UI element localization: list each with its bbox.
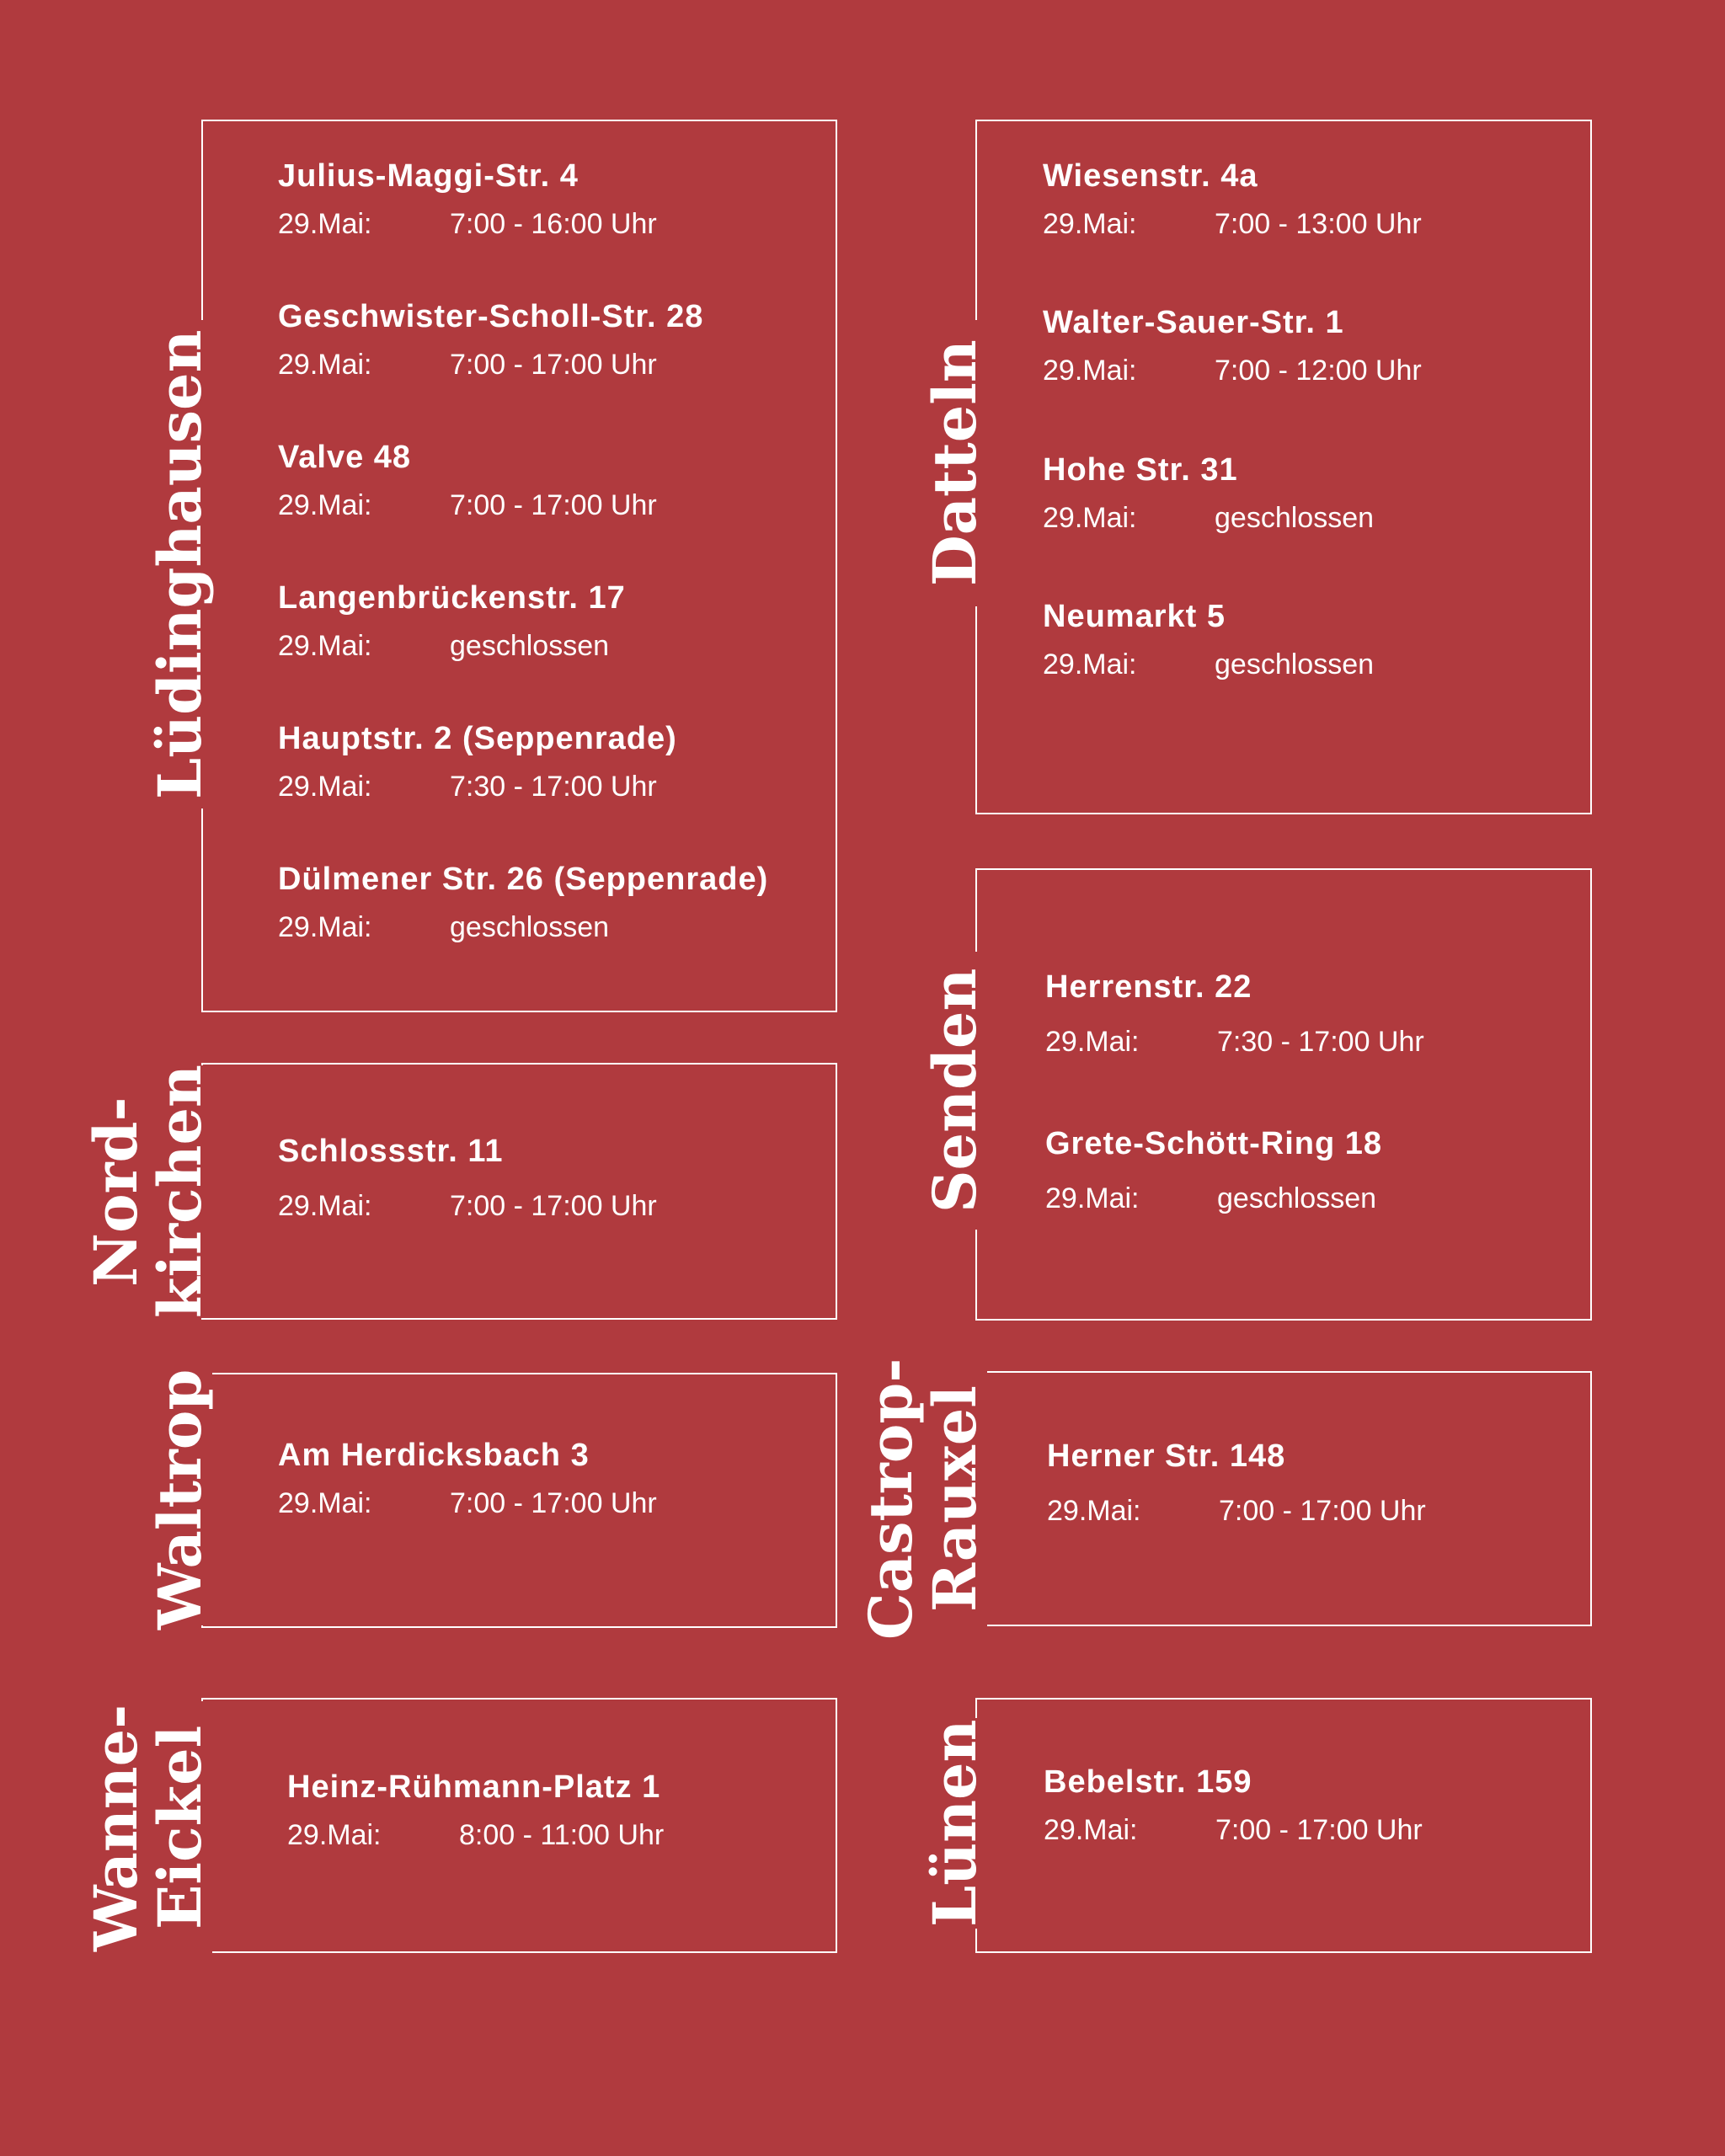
location-entry bbox=[278, 299, 703, 382]
hours: geschlossen bbox=[450, 630, 610, 662]
hours: 8:00 - 11:00 Uhr bbox=[459, 1819, 665, 1851]
hours: 7:30 - 17:00 Uhr bbox=[1217, 1026, 1424, 1058]
date: 29.Mai: bbox=[1043, 502, 1137, 534]
hours: 7:30 - 17:00 Uhr bbox=[450, 771, 657, 803]
hours: 7:00 - 17:00 Uhr bbox=[1219, 1495, 1426, 1527]
date: 29.Mai: bbox=[278, 630, 372, 662]
address: Julius-Maggi-Str. 4 bbox=[278, 158, 579, 194]
date: 29.Mai: bbox=[1045, 1026, 1140, 1058]
location-entry bbox=[1043, 599, 1375, 682]
date: 29.Mai: bbox=[287, 1819, 382, 1851]
location-entry bbox=[1043, 305, 1422, 388]
hours: 7:00 - 12:00 Uhr bbox=[1215, 355, 1422, 387]
address: Wiesenstr. 4a bbox=[1043, 158, 1258, 194]
location-entry bbox=[1044, 1764, 1423, 1848]
location-entry bbox=[1045, 1126, 1382, 1216]
date: 29.Mai: bbox=[1043, 648, 1137, 680]
hours: 7:00 - 16:00 Uhr bbox=[450, 208, 657, 240]
address: Valve 48 bbox=[278, 440, 412, 475]
location-entry bbox=[1045, 969, 1424, 1059]
town-label-wanne-eickel: Wanne- Eickel bbox=[84, 1701, 212, 1954]
address: Hauptstr. 2 (Seppenrade) bbox=[278, 721, 677, 756]
town-label-luenen: Lünen bbox=[920, 1719, 990, 1928]
town-label-nordkirchen: Nord- kirchen bbox=[81, 1065, 215, 1319]
hours: geschlossen bbox=[1217, 1182, 1377, 1214]
location-entry bbox=[278, 1438, 657, 1521]
address: Neumarkt 5 bbox=[1043, 599, 1226, 634]
town-label-datteln: Datteln bbox=[923, 320, 987, 606]
date: 29.Mai: bbox=[278, 1487, 372, 1519]
date: 29.Mai: bbox=[1044, 1814, 1138, 1846]
address: Hohe Str. 31 bbox=[1043, 452, 1238, 488]
address: Herrenstr. 22 bbox=[1045, 969, 1252, 1005]
hours: 7:00 - 17:00 Uhr bbox=[450, 1487, 657, 1519]
location-entry bbox=[1043, 452, 1375, 536]
location-entry bbox=[287, 1769, 665, 1853]
location-entry bbox=[278, 721, 677, 804]
address: Langenbrückenstr. 17 bbox=[278, 580, 626, 616]
date: 29.Mai: bbox=[278, 489, 372, 521]
hours: 7:00 - 17:00 Uhr bbox=[450, 1190, 657, 1222]
date: 29.Mai: bbox=[278, 349, 372, 381]
hours: geschlossen bbox=[1215, 502, 1375, 534]
address: Herner Str. 148 bbox=[1047, 1438, 1286, 1474]
hours: 7:00 - 13:00 Uhr bbox=[1215, 208, 1422, 240]
address: Schlossstr. 11 bbox=[278, 1134, 504, 1169]
hours: geschlossen bbox=[1215, 648, 1375, 680]
town-label-senden: Senden bbox=[923, 952, 987, 1230]
address: Am Herdicksbach 3 bbox=[278, 1438, 590, 1473]
location-entry bbox=[1047, 1438, 1426, 1529]
date: 29.Mai: bbox=[278, 208, 372, 240]
location-entry bbox=[1043, 158, 1422, 242]
date: 29.Mai: bbox=[1045, 1182, 1140, 1214]
address: Walter-Sauer-Str. 1 bbox=[1043, 305, 1344, 340]
address: Geschwister-Scholl-Str. 28 bbox=[278, 299, 704, 334]
hours: 7:00 - 17:00 Uhr bbox=[1215, 1814, 1423, 1846]
date: 29.Mai: bbox=[1047, 1495, 1141, 1527]
town-label-luedinghausen: Lüdinghausen bbox=[148, 320, 212, 808]
address: Heinz-Rühmann-Platz 1 bbox=[287, 1769, 661, 1805]
address: Grete-Schött-Ring 18 bbox=[1045, 1126, 1383, 1161]
location-entry bbox=[278, 580, 626, 664]
location-entry bbox=[278, 862, 768, 945]
hours: 7:00 - 17:00 Uhr bbox=[450, 349, 657, 381]
town-label-waltrop: Waltrop bbox=[145, 1369, 215, 1630]
address: Bebelstr. 159 bbox=[1044, 1764, 1252, 1800]
town-box-senden bbox=[975, 868, 1592, 1321]
location-entry bbox=[278, 1134, 657, 1224]
date: 29.Mai: bbox=[278, 771, 372, 803]
location-entry bbox=[278, 158, 657, 242]
address: Dülmener Str. 26 (Seppenrade) bbox=[278, 862, 769, 897]
date: 29.Mai: bbox=[278, 911, 372, 943]
location-entry bbox=[278, 440, 657, 523]
date: 29.Mai: bbox=[1043, 208, 1137, 240]
date: 29.Mai: bbox=[1043, 355, 1137, 387]
hours: geschlossen bbox=[450, 911, 610, 943]
town-label-castrop-rauxel: Castrop- Rauxel bbox=[856, 1358, 990, 1641]
hours: 7:00 - 17:00 Uhr bbox=[450, 489, 657, 521]
date: 29.Mai: bbox=[278, 1190, 372, 1222]
